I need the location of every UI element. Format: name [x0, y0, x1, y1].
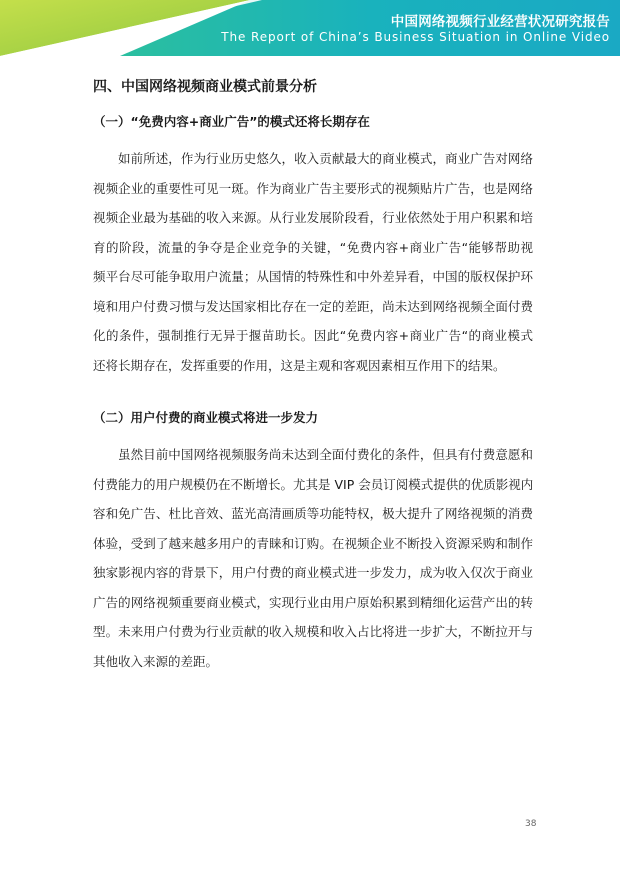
report-header-banner [0, 0, 620, 56]
paragraph-line: 其他收入来源的差距。 [93, 653, 219, 669]
paragraph-line: 频平台尽可能争取用户流量；从国情的特殊性和中外差异看，中国的版权保护环 [93, 269, 533, 284]
report-title-cn: 中国网络视频行业经营状况研究报告 [390, 14, 610, 30]
paragraph-line: 育的阶段，流量的争夺是企业竞争的关键，“免费内容+商业广告“能够帮助视 [93, 239, 533, 255]
paragraph-line: 型。未来用户付费为行业贡献的收入规模和收入占比将进一步扩大，不断拉开与 [93, 624, 533, 639]
paragraph-line: 境和用户付费习惯与发达国家相比存在一定的差距，尚未达到网络视频全面付费 [93, 298, 533, 314]
paragraph-line: 付费能力的用户规模仍在不断增长。尤其是 VIP 会员订阅模式提供的优质影视内 [93, 476, 534, 492]
paragraph-line: 虽然目前中国网络视频服务尚未达到全面付费化的条件，但具有付费意愿和 [118, 447, 533, 462]
paragraph-line: 还将长期存在，发挥重要的作用，这是主观和客观因素相互作用下的结果。 [93, 357, 506, 373]
paragraph-line: 独家影视内容的背景下，用户付费的商业模式进一步发力，成为收入仅次于商业 [93, 565, 533, 580]
paragraph-line: 广告的网络视频重要商业模式，实现行业由用户原始积累到精细化运营产出的转 [93, 594, 533, 610]
paragraph-line: 容和免广告、杜比音效、蓝光高清画质等功能特权，极大提升了网络视频的消费 [93, 506, 533, 521]
paragraph-line: 视频企业最为基础的收入来源。从行业发展阶段看，行业依然处于用户积累和培 [93, 210, 533, 225]
subsection-heading-1: （一）“免费内容+商业广告”的模式还将长期存在 [93, 114, 370, 129]
paragraph-line: 视频企业的重要性可见一斑。作为商业广告主要形式的视频贴片广告，也是网络 [93, 180, 533, 196]
paragraph-line: 体验，受到了越来越多用户的青睐和订购。在视频企业不断投入资源采购和制作 [93, 535, 533, 551]
report-title-en: The Report of China’s Business Situation in Online Video [221, 30, 610, 44]
paragraph-2 [93, 440, 533, 676]
paragraph-line: 化的条件，强制推行无异于揠苗助长。因此“免费内容+商业广告“的商业模式 [93, 328, 533, 343]
paragraph-1 [93, 144, 533, 380]
subsection-heading-2: （二）用户付费的商业模式将进一步发力 [93, 410, 319, 425]
paragraph-line: 如前所述，作为行业历史悠久，收入贡献最大的商业模式，商业广告对网络 [118, 151, 533, 166]
page-number: 38 [525, 819, 537, 829]
section-heading: 四、中国网络视频商业模式前景分析 [93, 79, 317, 95]
page-content [93, 76, 533, 704]
